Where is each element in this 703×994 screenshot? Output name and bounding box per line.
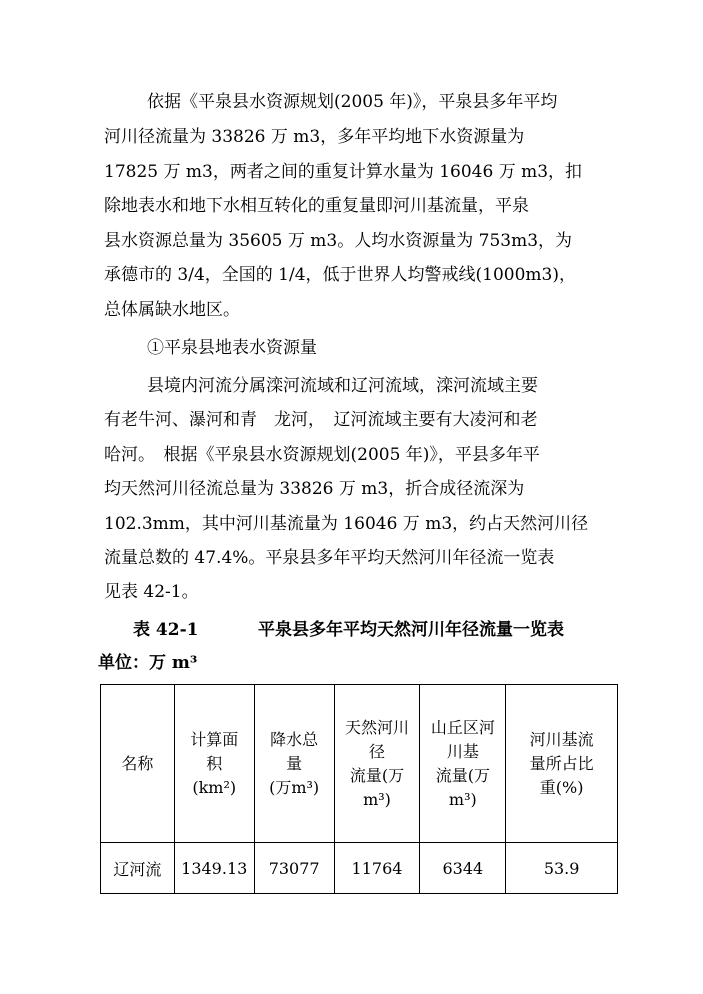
paragraph2-line-7: 见表 42-1。 [104, 582, 199, 602]
paragraph1-line-6: 承德市的 3/4，全国的 1/4，低于世界人均警戒线(1000m3)， [104, 265, 576, 285]
header-cell-precipitation: 降水总 量 (万m³) [254, 685, 334, 843]
unit-label: 单位：万 m³ [98, 653, 198, 673]
table-row [101, 843, 618, 894]
cell-name: 辽河流 [101, 843, 175, 894]
table-header-row [101, 685, 618, 843]
header-cell-area: 计算面 积 (km²) [174, 685, 254, 843]
paragraph1-line-2: 河川径流量为 33826 万 m3，多年平均地下水资源量为 [104, 127, 525, 147]
paragraph1-line-1: 依据《平泉县水资源规划(2005 年)》，平泉县多年平均 [147, 92, 558, 112]
paragraph1-line-5: 县水资源总量为 35605 万 m3。人均水资源量为 753m3，为 [104, 231, 573, 251]
table-title: 平泉县多年平均天然河川年径流量一览表 [258, 620, 564, 640]
cell-precipitation: 73077 [254, 843, 334, 894]
cell-area: 1349.13 [174, 843, 254, 894]
header-cell-base-flow-ratio: 河川基流 量所占比 重(%) [506, 685, 618, 843]
header-cell-name: 名称 [101, 685, 175, 843]
header-cell-natural-runoff: 天然河川 径 流量(万 m³) [334, 685, 420, 843]
table-number: 表 42-1 [133, 620, 199, 640]
cell-base-flow-ratio: 53.9 [506, 843, 618, 894]
runoff-table [100, 684, 618, 894]
paragraph1-line-4: 除地表水和地下水相互转化的重复量即河川基流量，平泉 [104, 196, 529, 216]
paragraph2-line-6: 流量总数的 47.4%。平泉县多年平均天然河川年径流一览表 [104, 548, 555, 568]
paragraph2-line-2: 有老牛河、瀑河和青 龙河， 辽河流域主要有大凌河和老 [104, 410, 538, 430]
paragraph2-line-5: 102.3mm，其中河川基流量为 16046 万 m3，约占天然河川径 [104, 514, 589, 534]
paragraph2-line-3: 哈河。 根据《平泉县水资源规划(2005 年)》，平县多年平 [104, 445, 540, 465]
cell-base-flow: 6344 [420, 843, 506, 894]
header-cell-base-flow: 山丘区河 川基 流量(万 m³) [420, 685, 506, 843]
paragraph1-line-3: 17825 万 m3，两者之间的重复计算水量为 16046 万 m3，扣 [104, 162, 583, 182]
cell-natural-runoff: 11764 [334, 843, 420, 894]
paragraph2-line-1: 县境内河流分属滦河流域和辽河流域，滦河流域主要 [147, 376, 538, 396]
paragraph1-line-7: 总体属缺水地区。 [104, 300, 240, 320]
paragraph2-line-4: 均天然河川径流总量为 33826 万 m3，折合成径流深为 [104, 479, 525, 499]
section-heading: ①平泉县地表水资源量 [147, 338, 317, 358]
